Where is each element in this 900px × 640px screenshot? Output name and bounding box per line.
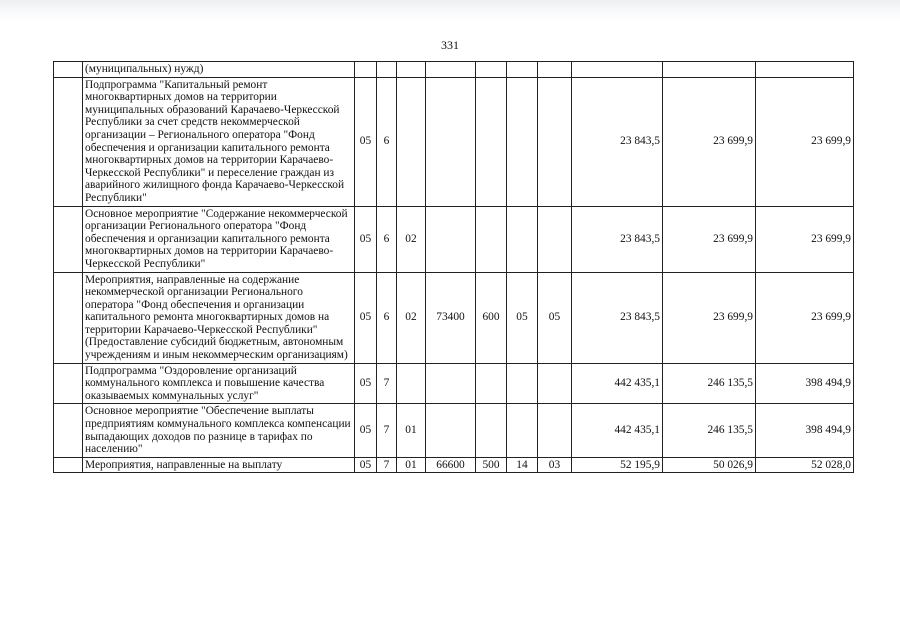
amount-year-3: 398 494,9 <box>756 404 854 457</box>
amount-year-1: 52 195,9 <box>572 457 663 473</box>
row-name: (муниципальных) нужд) <box>83 62 355 78</box>
subsection-code <box>538 363 572 404</box>
subsection-code: 03 <box>538 457 572 473</box>
subprogram-code <box>397 62 426 78</box>
row-name: Основное мероприятие "Обеспечение выплаты предприятиям коммунального комплекса компенсации выпадающих доходов по разнице в тарифах по населению" <box>83 404 355 457</box>
row-name: Мероприятия, направленные на выплату <box>83 457 355 473</box>
target-article-code <box>426 404 476 457</box>
section-code: 05 <box>355 272 377 363</box>
section-code-2 <box>507 206 538 272</box>
section-code-2 <box>507 77 538 206</box>
amount-year-3: 23 699,9 <box>756 206 854 272</box>
section-code: 05 <box>355 363 377 404</box>
subsection-code <box>538 404 572 457</box>
table-row <box>54 363 854 404</box>
target-article-code <box>426 77 476 206</box>
amount-year-3: 23 699,9 <box>756 77 854 206</box>
expense-type-code <box>476 62 507 78</box>
amount-year-2: 23 699,9 <box>663 77 756 206</box>
expense-type-code: 500 <box>476 457 507 473</box>
subprogram-code: 01 <box>397 404 426 457</box>
amount-year-1: 23 843,5 <box>572 272 663 363</box>
subprogram-code: 02 <box>397 206 426 272</box>
row-name: Основное мероприятие "Содержание некоммерческой организации Регионального оператора "Фонд обеспечения и организации капитального ремонта многоквартирных домов на территории Карачаево-Черкесской Республики" <box>83 206 355 272</box>
amount-year-2 <box>663 62 756 78</box>
expense-type-code: 600 <box>476 272 507 363</box>
subsection-code <box>538 62 572 78</box>
expense-type-code <box>476 363 507 404</box>
subprogram-code: 02 <box>397 272 426 363</box>
row-name: Мероприятия, направленные на содержание некоммерческой организации Регионального оператора "Фонд обеспечения и организации капитального ремонта многоквартирных домов на территории Карачаево-Черкесской Республики" (Предоставление субсидий бюджетным, автономным учреждениям и иным некоммерческим организациям) <box>83 272 355 363</box>
scan-edge-shading <box>0 0 900 22</box>
table-row <box>54 272 854 363</box>
amount-year-1: 23 843,5 <box>572 77 663 206</box>
table-row <box>54 206 854 272</box>
table-row <box>54 62 854 78</box>
table-row <box>54 404 854 457</box>
index-cell <box>54 404 83 457</box>
expense-type-code <box>476 404 507 457</box>
page-number: 331 <box>441 38 459 52</box>
target-article-code: 66600 <box>426 457 476 473</box>
section-code: 05 <box>355 457 377 473</box>
program-code: 7 <box>377 363 397 404</box>
subprogram-code <box>397 77 426 206</box>
index-cell <box>54 62 83 78</box>
index-cell <box>54 206 83 272</box>
program-code: 6 <box>377 77 397 206</box>
program-code: 7 <box>377 404 397 457</box>
target-article-code: 73400 <box>426 272 476 363</box>
row-name: Подпрограмма "Оздоровление организаций коммунального комплекса и повышение качества оказываемых коммунальных услуг" <box>83 363 355 404</box>
amount-year-2: 246 135,5 <box>663 404 756 457</box>
section-code: 05 <box>355 206 377 272</box>
section-code-2 <box>507 62 538 78</box>
program-code: 7 <box>377 457 397 473</box>
section-code: 05 <box>355 77 377 206</box>
amount-year-2: 246 135,5 <box>663 363 756 404</box>
section-code-2 <box>507 363 538 404</box>
target-article-code <box>426 363 476 404</box>
expense-type-code <box>476 77 507 206</box>
index-cell <box>54 77 83 206</box>
subsection-code <box>538 206 572 272</box>
subsection-code: 05 <box>538 272 572 363</box>
amount-year-2: 50 026,9 <box>663 457 756 473</box>
amount-year-3: 23 699,9 <box>756 272 854 363</box>
subprogram-code: 01 <box>397 457 426 473</box>
program-code: 6 <box>377 272 397 363</box>
subsection-code <box>538 77 572 206</box>
section-code <box>355 62 377 78</box>
amount-year-3: 52 028,0 <box>756 457 854 473</box>
program-code <box>377 62 397 78</box>
section-code-2: 05 <box>507 272 538 363</box>
amount-year-1: 442 435,1 <box>572 363 663 404</box>
amount-year-1 <box>572 62 663 78</box>
section-code-2 <box>507 404 538 457</box>
table-row <box>54 457 854 473</box>
section-code: 05 <box>355 404 377 457</box>
index-cell <box>54 457 83 473</box>
expense-type-code <box>476 206 507 272</box>
amount-year-3 <box>756 62 854 78</box>
row-name: Подпрограмма "Капитальный ремонт многоквартирных домов на территории муниципальных образований Карачаево-Черкесской Республики за счет средств некоммерческой организации – Регионального оператора "Фонд обеспечения и организации капитального ремонта многоквартирных домов на территории Карачаево-Черкесской Республики" и переселение граждан из аварийного жилищного фонда Карачаево-Черкесской Республики" <box>83 77 355 206</box>
amount-year-1: 23 843,5 <box>572 206 663 272</box>
section-code-2: 14 <box>507 457 538 473</box>
amount-year-2: 23 699,9 <box>663 206 756 272</box>
amount-year-3: 398 494,9 <box>756 363 854 404</box>
amount-year-1: 442 435,1 <box>572 404 663 457</box>
subprogram-code <box>397 363 426 404</box>
index-cell <box>54 272 83 363</box>
amount-year-2: 23 699,9 <box>663 272 756 363</box>
budget-table <box>53 61 854 473</box>
program-code: 6 <box>377 206 397 272</box>
target-article-code <box>426 62 476 78</box>
target-article-code <box>426 206 476 272</box>
table-row <box>54 77 854 206</box>
index-cell <box>54 363 83 404</box>
